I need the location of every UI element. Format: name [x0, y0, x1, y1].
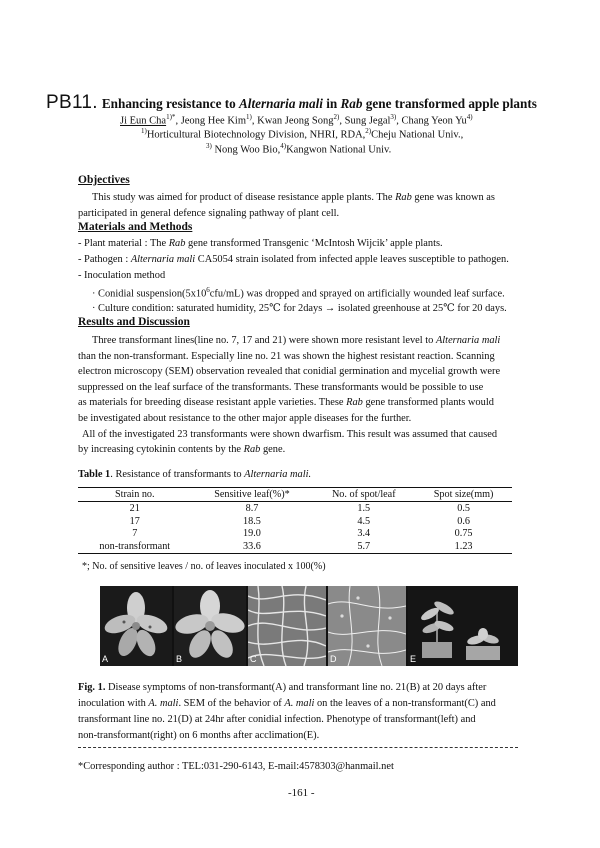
table-cell: 17	[129, 515, 140, 527]
panel-label: A	[102, 654, 109, 664]
panel-label: C	[250, 654, 257, 664]
footnote-divider	[78, 747, 518, 748]
table-cell: 18.5	[243, 515, 261, 527]
table-row	[78, 502, 512, 515]
table-header-row	[78, 488, 512, 502]
corresponding-author: *Corresponding author : TEL:031-290-6143, E-mail:4578303@hanmail.net	[78, 761, 394, 772]
author-name: Sung Jegal	[344, 115, 391, 127]
conidial-suspension-item: · Conidial $suspension(5x10^6cfu/mL)$ was dropped and sprayed on artificially wounded leaf surface.	[92, 286, 505, 300]
table-cell: 0.6	[457, 515, 470, 527]
affiliation-line-1: $^{1)}$Horticultural Biotechnology Division, NHRI, RDA,$^{2)}$Cheju National Univ.,	[141, 127, 464, 141]
sem-panel-c	[248, 586, 326, 666]
title-text: Enhancing resistance to Alternaria mali in Rab gene transformed apple plants	[101, 96, 537, 111]
photo-panel-e	[408, 586, 518, 666]
culture-condition-item: · Culture condition: saturated humidity, 25℃ for 2days → isolated greenhouse at 25℃ for 20 days.	[92, 303, 507, 314]
table-cell: 1.5	[357, 502, 371, 514]
objectives-text: This study was aimed for product of disease resistance apple plants. The Rab gene was known as participated in general defence signaling pathway of plant cell.	[78, 192, 495, 219]
page-number: -161 -	[288, 787, 315, 799]
resistance-table	[78, 487, 512, 554]
table-row	[78, 540, 512, 553]
table-cell: 7	[132, 528, 138, 540]
author-list: Ji Eun Cha$^{1)*}$, Jeong Hee Kim$^{1)}$, Kwan Jeong Song$^{2)}$, Sung Jegal$^{3)}$, Chang Yeon Yu$^{4)}$	[120, 113, 473, 127]
table-footnote: *; No. of sensitive leaves / no. of leaves inoculated x 100(%)	[82, 561, 326, 572]
paper-title	[46, 92, 566, 114]
column-header: Spot size(mm)	[415, 488, 512, 502]
table-cell: 0.5	[457, 502, 470, 514]
table-row	[78, 528, 512, 541]
table-cell: 8.7	[245, 502, 259, 514]
table-cell: 21	[129, 502, 140, 514]
panel-label: D	[330, 654, 337, 664]
methods-heading: Materials and Methods	[78, 221, 193, 233]
column-header: No. of spot/leaf	[312, 488, 415, 502]
author-name: Kwan Jeong Song	[257, 115, 334, 127]
column-header: Strain no.	[78, 488, 192, 502]
results-text: Three transformant lines(line no. 7, 17 and 21) were shown more resistant level to Alternaria mali than the non-transformant. Especially line no. 21 was shown the highest resistant reaction. Scanning electron microscopy (SEM) observation revealed that conidial germination and mycelial growth were suppressed on the leaf surface of the transformants. These transformants would be possible to use as materials for breeding disease resistant apple varieties. These Rab gene transformed plants would be investigated about resistance to the other major apple diseases for the further. All of the investigated 23 transformants were shown dwarfism. This result was assumed that caused by increasing cytokinin contents by the Rab gene.	[78, 335, 501, 456]
panel-label: E	[410, 654, 417, 664]
photo-panel-b	[174, 586, 246, 666]
column-header: Sensitive leaf(%)*	[192, 488, 313, 502]
table-cell: 4.5	[357, 515, 371, 527]
table-cell: 5.7	[312, 540, 415, 553]
author-name: Ji Eun Cha	[120, 115, 167, 127]
table-cell: 0.75	[454, 528, 473, 540]
objectives-heading: Objectives	[78, 174, 130, 186]
table-cell: 19.0	[243, 528, 261, 540]
abstract-code: PB11.	[46, 92, 98, 113]
results-heading: Results and Discussion	[78, 316, 190, 328]
figure-panels	[100, 586, 518, 666]
table-cell: 33.6	[192, 540, 313, 553]
table-row	[78, 515, 512, 528]
figure-caption: Fig. 1. Disease symptoms of non-transformant(A) and transformant line no. 21(B) at 20 days after inoculation with A. mali. SEM of the behavior of A. mali on the leaves of a non-transformant(C) and transformant line no. 21(D) at 24hr after conidial infection. Phenotype of transformant(left) and non-transformant(right) on 6 months after acclimation(E).	[78, 682, 496, 741]
photo-panel-a	[100, 586, 172, 666]
author-name: Jeong Hee Kim	[180, 115, 247, 127]
panel-label: B	[176, 654, 183, 664]
table-cell: 3.4	[357, 528, 371, 540]
table-caption: Table 1. Resistance of transformants to Alternaria mali.	[78, 469, 312, 480]
pathogen-item: - Pathogen : Alternaria mali CA5054 strain isolated from infected apple leaves susceptible to pathogen.	[78, 254, 509, 265]
inoculation-item: - Inoculation method	[78, 270, 166, 281]
plant-material-item: - Plant material : The Rab gene transformed Transgenic ‘McIntosh Wijcik’ apple plants.	[78, 238, 443, 249]
table-cell: non-transformant	[78, 540, 192, 553]
sem-panel-d	[328, 586, 406, 666]
affiliation-line-2: $^{3)}$ Nong Woo Bio,$^{4)}$Kangwon National Univ.	[206, 142, 392, 156]
author-name: Chang Yeon Yu	[401, 115, 467, 127]
table-cell: 1.23	[415, 540, 512, 553]
